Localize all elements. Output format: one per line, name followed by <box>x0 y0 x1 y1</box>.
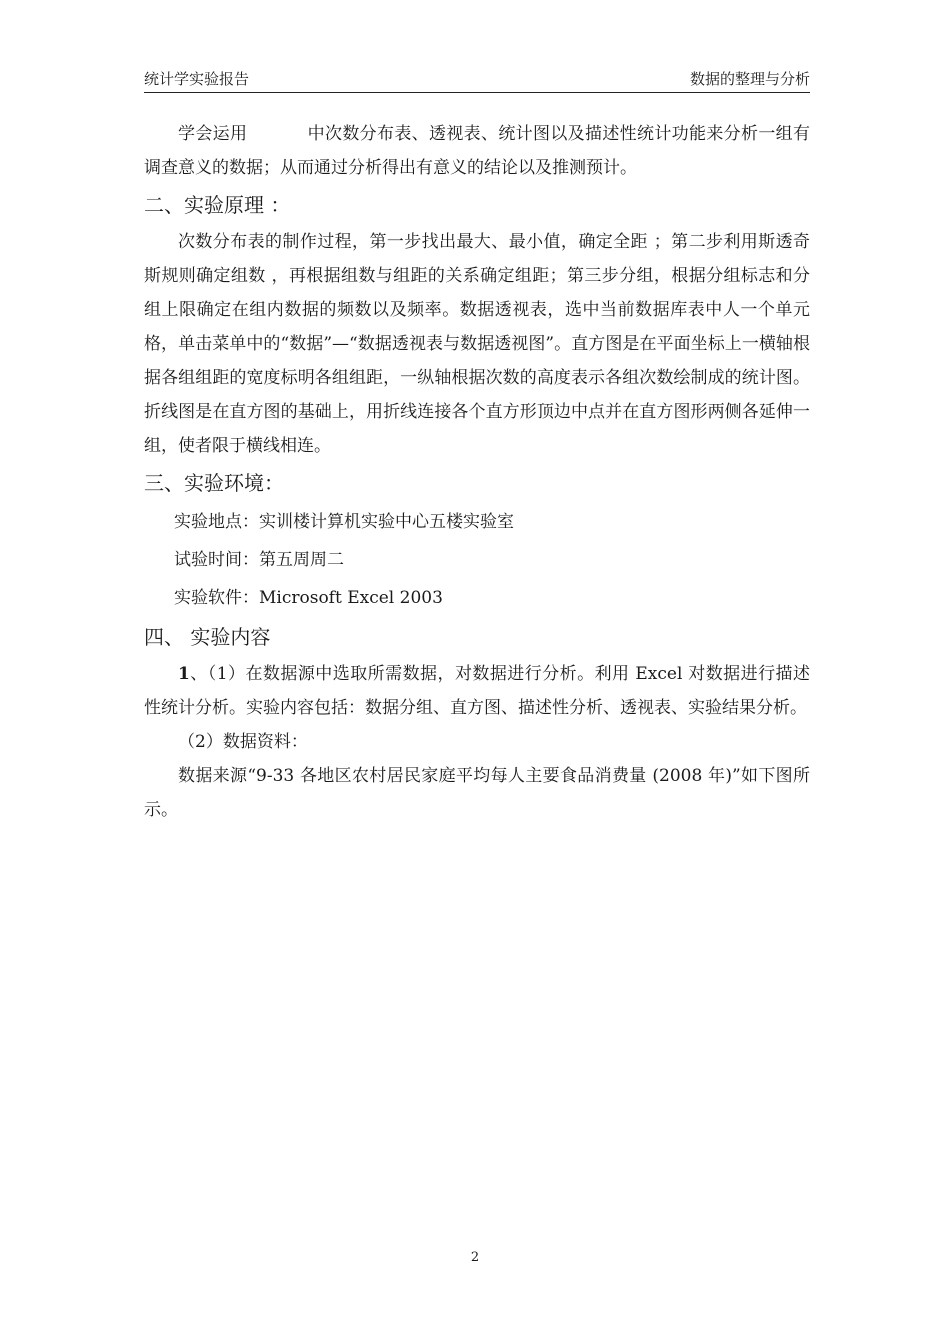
document-body <box>144 117 810 827</box>
content-item-1 <box>144 657 810 725</box>
principle-paragraph: 次数分布表的制作过程，第一步找出最大、最小值，确定全距 ；第二步利用斯透奇斯规则确定组数 ，再根据组数与组距的关系确定组距；第三步分组，根据分组标志和分组上限确定在组内数据的频数以及频率。数据透视表，选中当前数据库表中人一个单元格，单击菜单中的“数据”—“数据透视表与数据透视图”。直方图是在平面坐标上一横轴根据各组组距的宽度标明各组组距，一纵轴根据次数的高度表示各组次数绘制成的统计图。折线图是在直方图的基础上，用折线连接各个直方形顶边中点并在直方图形两侧各延伸一组，使者限于横线相连。 <box>144 232 810 456</box>
content-item-2: （2）数据资料： <box>178 732 308 752</box>
environment-software: 实验软件：Microsoft Excel 2003 <box>174 588 443 608</box>
header-title-left: 统计学实验报告 <box>144 70 250 88</box>
objective-text-start: 学会运用 <box>178 124 248 144</box>
page-number: 2 <box>470 1250 480 1265</box>
objective-paragraph <box>144 117 810 185</box>
section-heading-principle: 二、实验原理 ： <box>144 193 291 217</box>
item-1-text: 、（1）在数据源中选取所需数据，对数据进行分析。利用 Excel 对数据进行描述性统计分析。实验内容包括：数据分组、直方图、描述性分析、透视表、实验结果分析。 <box>144 664 810 718</box>
header-title-right: 数据的整理与分析 <box>689 70 810 88</box>
environment-time: 试验时间：第五周周二 <box>174 550 344 570</box>
page-header <box>144 66 810 93</box>
section-heading-content: 四、 实验内容 <box>144 625 271 649</box>
objective-text-end: 中次数分布表、透视表、统计图以及描述性统计功能来分析一组有调查意义的数据；从而通过分析得出有意义的结论以及推测预计。 <box>144 124 811 178</box>
environment-location: 实验地点：实训楼计算机实验中心五楼实验室 <box>174 512 514 532</box>
section-heading-environment: 三、实验环境： <box>144 471 284 495</box>
item-number: 1 <box>178 664 190 684</box>
content-item-3: 数据来源“9-33 各地区农村居民家庭平均每人主要食品消费量 (2008 年)”如下图所示。 <box>144 766 810 820</box>
